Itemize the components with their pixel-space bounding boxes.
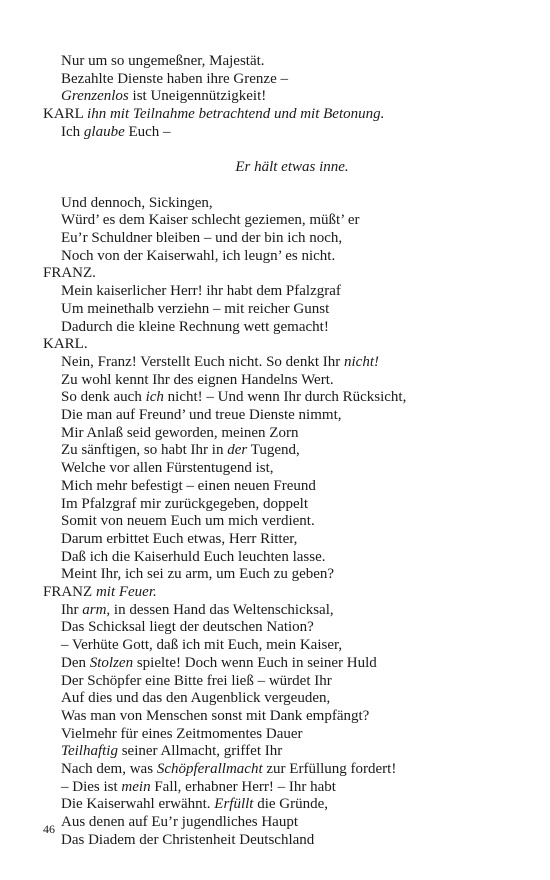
italic-text: arm, [82,601,111,618]
text-run: Die man auf Freund’ und treue Dienste nimmt, [61,407,342,423]
text-run: Noch von der Kaiserwahl, ich leugn’ es nicht. [61,247,336,264]
verse-line [61,689,330,707]
text-run: Die Kaiserwahl erwähnt. [61,796,215,813]
text-run: nicht! – Und wenn Ihr durch Rücksicht, [163,389,407,406]
text-run: Nach dem, was [61,761,157,777]
text-run: Im Pfalzgraf mir zurückgegeben, doppelt [61,495,308,512]
text-run: Ihr [61,601,83,618]
verse-line [61,831,314,849]
text-run: Euch – [124,123,171,140]
italic-text: nicht! [344,353,379,370]
text-run: KARL. [43,336,88,353]
text-run: Nur um so ungemeßner, Majestät. [61,53,265,69]
text-run: Dadurch die kleine Rechnung wett gemacht! [61,318,329,335]
verse-line [61,52,265,70]
verse-line [61,512,315,530]
verse-line [61,424,298,442]
text-run: Was man von Menschen sonst mit Dank empfängt? [61,707,370,724]
verse-line [61,654,377,672]
italic-text: der [227,442,248,459]
italic-text: ich [145,389,164,406]
text-run: Aus denen auf Eu’r jugendliches Haupt [61,814,299,831]
page-number: 46 [43,822,55,836]
italic-text: Grenzenlos [61,88,129,105]
verse-line [61,672,332,690]
speaker-line [43,105,384,123]
verse-line [61,707,369,725]
verse-line [61,87,266,105]
verse-line [61,601,334,619]
speaker-line [43,264,96,282]
italic-text: mein [121,778,151,795]
verse-line [61,70,288,88]
verse-line [61,760,396,778]
verse-line [61,530,297,548]
verse-line [61,778,336,796]
italic-text: Er hält etwas inne. [235,159,349,176]
text-run: in dessen Hand das Weltenschicksal, [110,601,334,618]
verse-line [61,742,282,760]
text-run: KARL [43,106,88,123]
text-run: Daß ich die Kaiserhuld Euch leuchten lasse. [61,548,326,565]
italic-text: ihn mit Teilnahme betrachtend und mit Betonung. [87,106,385,123]
text-run: Nein, Franz! Verstellt Euch nicht. So denkt Ihr [61,353,344,370]
text-run: Das Diadem der Christenheit Deutschland [61,831,315,848]
verse-line [61,300,329,318]
text-run: FRANZ [43,584,96,600]
verse-line [61,565,334,583]
speaker-line [43,335,88,353]
verse-line [61,618,314,636]
text-run: – Verhüte Gott, daß ich mit Euch, mein Kaiser, [61,637,343,654]
text-run: Vielmehr für eines Zeitmomentes Dauer [61,725,303,742]
verse-line [61,123,171,141]
text-run: Mich mehr befestigt – einen neuen Freund [61,477,316,494]
verse-line [61,229,342,247]
italic-text: mit Feuer. [95,584,157,600]
text-run: – Dies ist [61,778,122,795]
text-run: Bezahlte Dienste haben ihre Grenze – [61,70,288,87]
italic-text: Erfüllt [214,796,254,813]
text-run: Um meinethalb verziehn – mit reicher Gunst [61,300,330,317]
text-run: die Gründe, [253,796,329,813]
text-run: zur Erfüllung fordert! [262,761,397,777]
verse-line [61,441,300,459]
text-run: Tugend, [247,442,300,459]
text-run: Würd’ es dem Kaiser schlecht geziemen, müßt’ er [61,212,360,229]
text-run: Meint Ihr, ich sei zu arm, um Euch zu geben? [61,566,335,583]
verse-line [61,318,329,336]
verse-line [61,371,334,389]
verse-line [61,795,328,813]
text-run: So denk auch [61,389,146,406]
verse-line [61,406,341,424]
text-run: Eu’r Schuldner bleiben – und der bin ich noch, [61,230,343,246]
italic-text: Schöpferallmacht [156,761,263,777]
verse-line [61,247,335,265]
verse-line [61,813,298,831]
verse-line [61,194,213,212]
text-run: Und dennoch, Sickingen, [61,194,213,211]
text-run: spielte! Doch wenn Euch in seiner Huld [133,654,377,671]
text-run: ist Uneigennützigkeit! [128,88,267,105]
text-run: seiner Allmacht, griffet Ihr [117,743,283,760]
stage-direction [0,158,550,176]
verse-line [61,477,316,495]
verse-line [61,548,326,566]
text-run: Zu wohl kennt Ihr des eignen Handelns Wert. [61,371,334,388]
text-run: Fall, erhabner Herr! – Ihr habt [150,778,336,795]
text-run: Den [61,654,90,671]
verse-line [61,459,274,477]
verse-line [61,636,342,654]
verse-line [61,282,341,300]
text-run: Ich [61,123,84,140]
italic-text: Teilhaftig [61,743,118,760]
text-run: Das Schicksal liegt der deutschen Nation? [61,619,314,636]
text-run: FRANZ. [43,265,96,282]
text-run: Mein kaiserlicher Herr! ihr habt dem Pfalzgraf [61,283,341,300]
text-run: Zu sänftigen, so habt Ihr in [61,442,228,459]
italic-text: Stolzen [89,654,134,671]
verse-line [61,495,308,513]
text-run: Darum erbittet Euch etwas, Herr Ritter, [61,530,298,547]
text-run: Der Schöpfer eine Bitte frei ließ – würdet Ihr [61,672,332,689]
text-run: Mir Anlaß seid geworden, meinen Zorn [61,424,299,441]
verse-line [61,353,379,371]
verse-line [61,211,359,229]
speaker-line [43,583,157,601]
verse-line [61,725,303,743]
text-run: Somit von neuem Euch um mich verdient. [61,513,315,530]
text-run: Auf dies und das den Augenblick vergeuden, [61,690,331,707]
italic-text: glaube [83,123,125,140]
verse-line [61,388,406,406]
text-run: Welche vor allen Fürstentugend ist, [61,460,274,477]
